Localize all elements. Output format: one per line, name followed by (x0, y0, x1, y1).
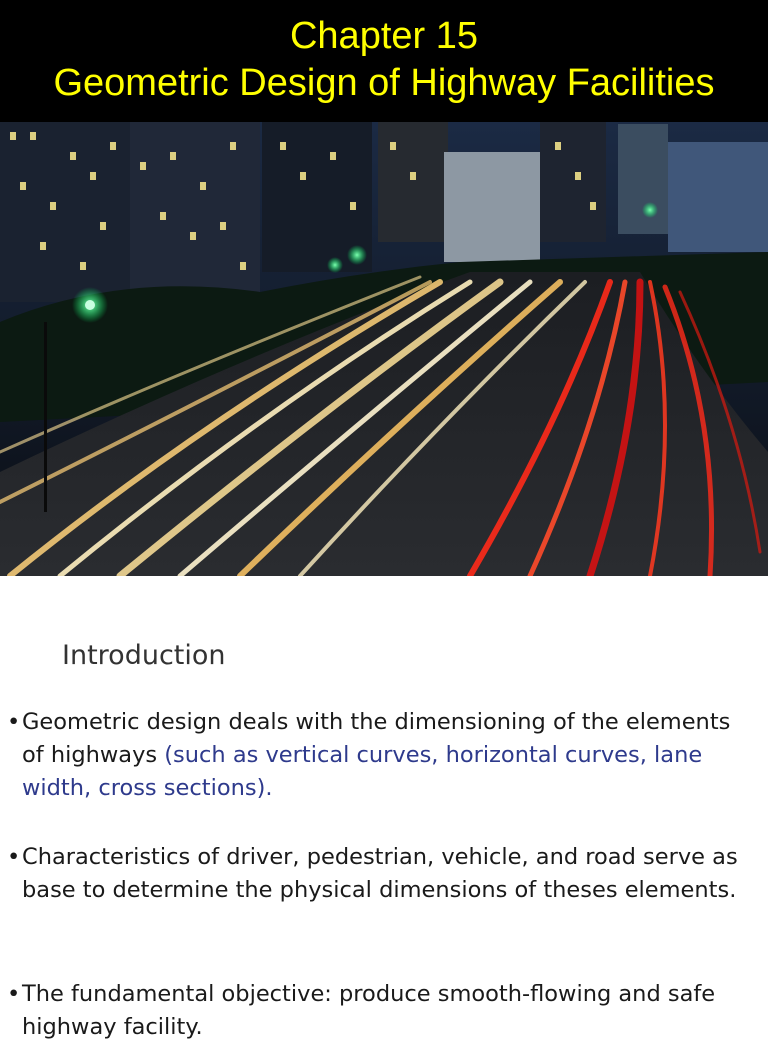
bullet-body: Geometric design deals with the dimensioning of the elements of highways (22, 709, 731, 768)
bullet-highlight: (such as vertical curves, horizontal curves, lane width, cross sections). (22, 742, 703, 801)
bullet-text: Characteristics of driver, pedestrian, vehicle, and road serve as base to determine the physical dimensions of theses elements. (22, 844, 738, 903)
bullet-text (22, 706, 756, 805)
bullet-text: The fundamental objective: produce smooth-flowing and safe highway facility. (22, 981, 716, 1040)
chapter-title: Chapter 15 (289, 15, 478, 57)
bullet-marker: • (7, 981, 21, 1007)
highway-night-photo (0, 122, 768, 576)
bullet-marker: • (7, 844, 21, 870)
bullet-marker: • (7, 709, 21, 735)
slide-title-bar (0, 0, 768, 122)
chapter-subtitle: Geometric Design of Highway Facilities (53, 62, 715, 104)
section-heading: Introduction (62, 640, 226, 671)
